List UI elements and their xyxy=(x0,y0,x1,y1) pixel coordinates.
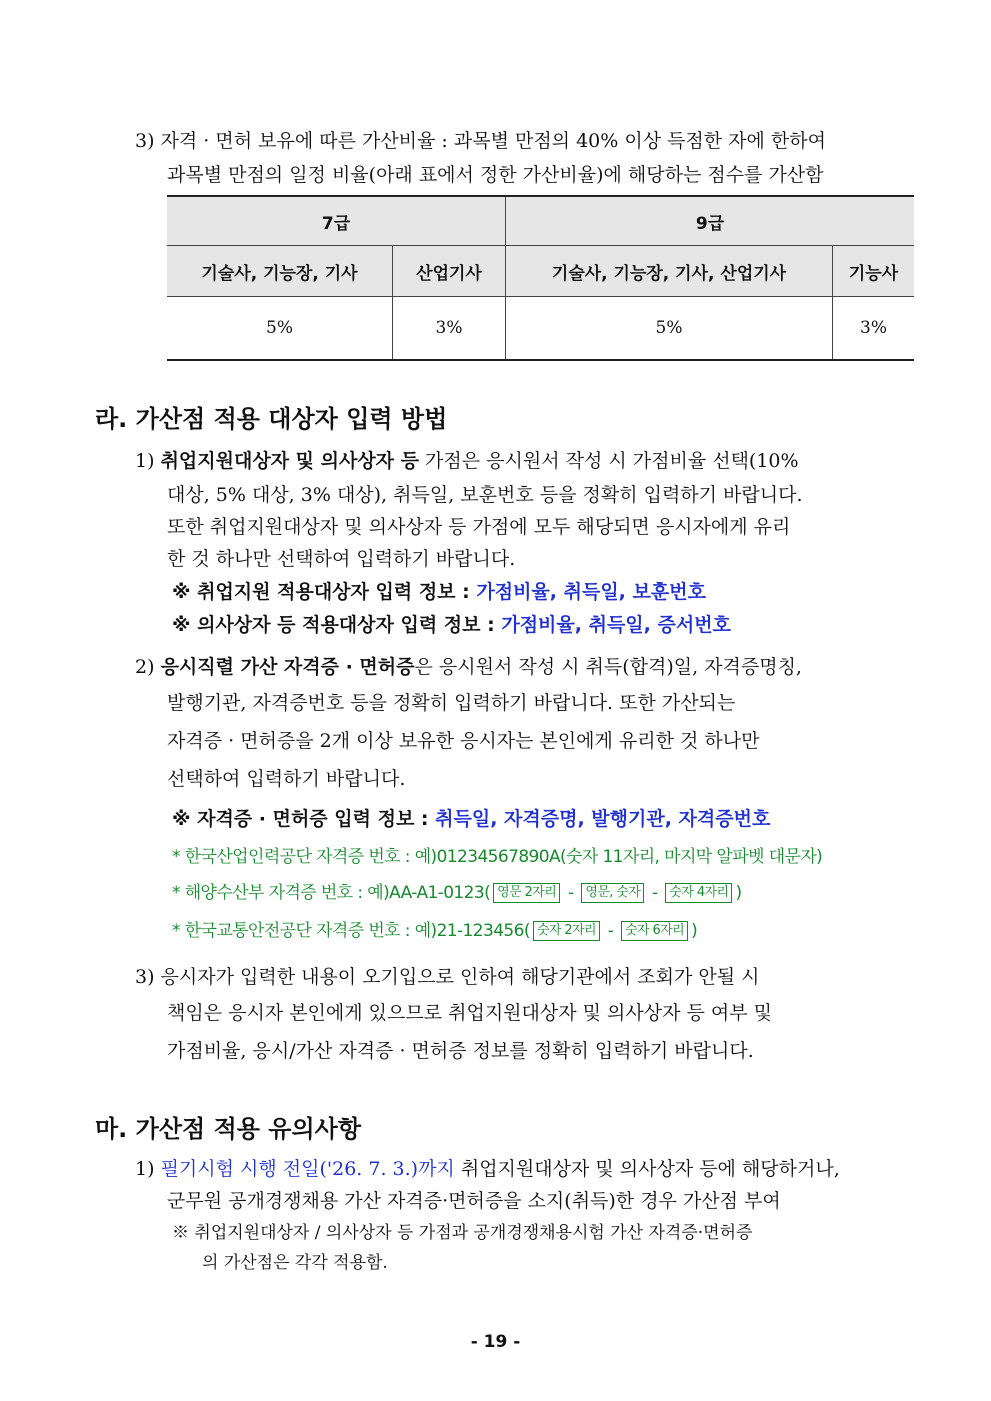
ra-p2-line3: 자격증 · 면허증을 2개 이상 보유한 응시자는 본인에게 유리한 것 하나만 xyxy=(167,730,760,752)
ra-note2-label: ※ 의사상자 등 적용대상자 입력 정보 : xyxy=(172,614,502,636)
ra-p3-line1: 3) 응시자가 입력한 내용이 오기입으로 인하여 해당기관에서 조회가 안될 시 xyxy=(135,966,760,988)
section-ra-heading: 라. 가산점 적용 대상자 입력 방법 xyxy=(95,405,448,433)
table-cell: 3% xyxy=(393,297,506,361)
ra-p1-line3: 또한 취업지원대상자 및 의사상자 등 가점에 모두 해당되면 응시자에게 유리 xyxy=(167,516,791,538)
star-ts-box1: 숫자 2자리 xyxy=(533,921,600,941)
item3-line1: 3) 자격 · 면허 보유에 따른 가산비율 : 과목별 만점의 40% 이상 득점한 자에 한하여 xyxy=(135,130,826,152)
ra-p2-line1 xyxy=(135,652,802,679)
table-cell: 5% xyxy=(167,297,393,361)
ma-p1-rest: 취업지원대상자 및 의사상자 등에 해당하거나, xyxy=(454,1158,840,1180)
star-mof-post: ) xyxy=(735,883,742,903)
col-header-2: 산업기사 xyxy=(393,246,506,297)
ra-p1-rest: 가점은 응시원서 작성 시 가점비율 선택(10% xyxy=(419,450,799,472)
star-mof-box1: 영문 2자리 xyxy=(493,883,560,903)
table-row xyxy=(167,246,914,297)
ma-p1-num: 1) xyxy=(135,1158,155,1180)
ma-p1-line1 xyxy=(135,1154,840,1181)
star-ts-dash: - xyxy=(602,921,619,941)
grade7-header: 7급 xyxy=(167,196,506,246)
ra-p2-line4: 선택하여 입력하기 바랍니다. xyxy=(167,768,406,790)
grade9-header: 9급 xyxy=(506,196,915,246)
ma-p1-blue: 필기시험 시행 전일('26. 7. 3.)까지 xyxy=(160,1158,455,1180)
ra-p3-line2: 책임은 응시자 본인에게 있으므로 취업지원대상자 및 의사상자 등 여부 및 xyxy=(167,1002,772,1024)
ra-note3 xyxy=(172,804,770,831)
star-mof-dash2: - xyxy=(647,883,663,903)
ra-p2-num: 2) xyxy=(135,656,155,678)
ra-note2 xyxy=(172,610,731,637)
ra-p1-line2: 대상, 5% 대상, 3% 대상), 취득일, 보훈번호 등을 정확히 입력하기 바랍니다. xyxy=(167,484,803,506)
ma-note-line2: 의 가산점은 각각 적용함. xyxy=(202,1253,388,1273)
star-ts-pre: * 한국교통안전공단 자격증 번호 : 예)21-123456( xyxy=(172,921,530,941)
star-mof-pre: * 해양수산부 자격증 번호 : 예)AA-A1-0123( xyxy=(172,883,491,903)
star-mof xyxy=(172,878,741,903)
star-mof-box3: 숫자 4자리 xyxy=(665,883,732,903)
ra-p1-line1 xyxy=(135,446,799,473)
star-mof-box2: 영문, 숫자 xyxy=(581,883,644,903)
star-ts-post: ) xyxy=(691,921,698,941)
ra-note1-value: 가점비율, 취득일, 보훈번호 xyxy=(476,581,706,603)
star-hrdk: * 한국산업인력공단 자격증 번호 : 예)01234567890A(숫자 11자리, 마지막 알파벳 대문자) xyxy=(172,847,823,867)
col-header-1: 기술사, 기능장, 기사 xyxy=(167,246,393,297)
item3-line2: 과목별 만점의 일정 비율(아래 표에서 정한 가산비율)에 해당하는 점수를 가산함 xyxy=(167,164,824,186)
ra-note3-label: ※ 자격증 · 면허증 입력 정보 : xyxy=(172,808,436,830)
ra-p2-rest: 은 응시원서 작성 시 취득(합격)일, 자격증명칭, xyxy=(414,656,802,678)
ra-p3-line3: 가점비율, 응시/가산 자격증 · 면허증 정보를 정확히 입력하기 바랍니다. xyxy=(167,1040,754,1062)
ra-p1-line4: 한 것 하나만 선택하여 입력하기 바랍니다. xyxy=(167,548,516,570)
page-number: - 19 - xyxy=(470,1332,521,1352)
ra-p1-bold: 취업지원대상자 및 의사상자 등 xyxy=(160,450,420,472)
ra-note1 xyxy=(172,577,706,604)
ra-p2-line2: 발행기관, 자격증번호 등을 정확히 입력하기 바랍니다. 또한 가산되는 xyxy=(167,692,736,714)
ma-note-line1: ※ 취업지원대상자 / 의사상자 등 가점과 공개경쟁채용시험 가산 자격증·면허증 xyxy=(172,1223,753,1243)
col-header-4: 기능사 xyxy=(833,246,915,297)
star-ts-box2: 숫자 6자리 xyxy=(621,921,688,941)
table-cell: 3% xyxy=(833,297,915,361)
star-mof-dash1: - xyxy=(563,883,579,903)
col-header-3: 기술사, 기능장, 기사, 산업기사 xyxy=(506,246,833,297)
ra-p1-num: 1) xyxy=(135,450,155,472)
star-ts xyxy=(172,916,697,941)
ra-p2-bold: 응시직렬 가산 자격증 · 면허증 xyxy=(160,656,415,678)
section-ma-heading: 마. 가산점 적용 유의사항 xyxy=(95,1115,362,1143)
table-row xyxy=(167,196,914,246)
table-row xyxy=(167,297,914,361)
ra-note3-value: 취득일, 자격증명, 발행기관, 자격증번호 xyxy=(435,808,771,830)
table-cell: 5% xyxy=(506,297,833,361)
bonus-rate-table xyxy=(167,195,914,361)
ma-p1-line2: 군무원 공개경쟁채용 가산 자격증·면허증을 소지(취득)한 경우 가산점 부여 xyxy=(167,1190,781,1212)
ra-note1-label: ※ 취업지원 적용대상자 입력 정보 : xyxy=(172,581,477,603)
ra-note2-value: 가점비율, 취득일, 증서번호 xyxy=(501,614,731,636)
